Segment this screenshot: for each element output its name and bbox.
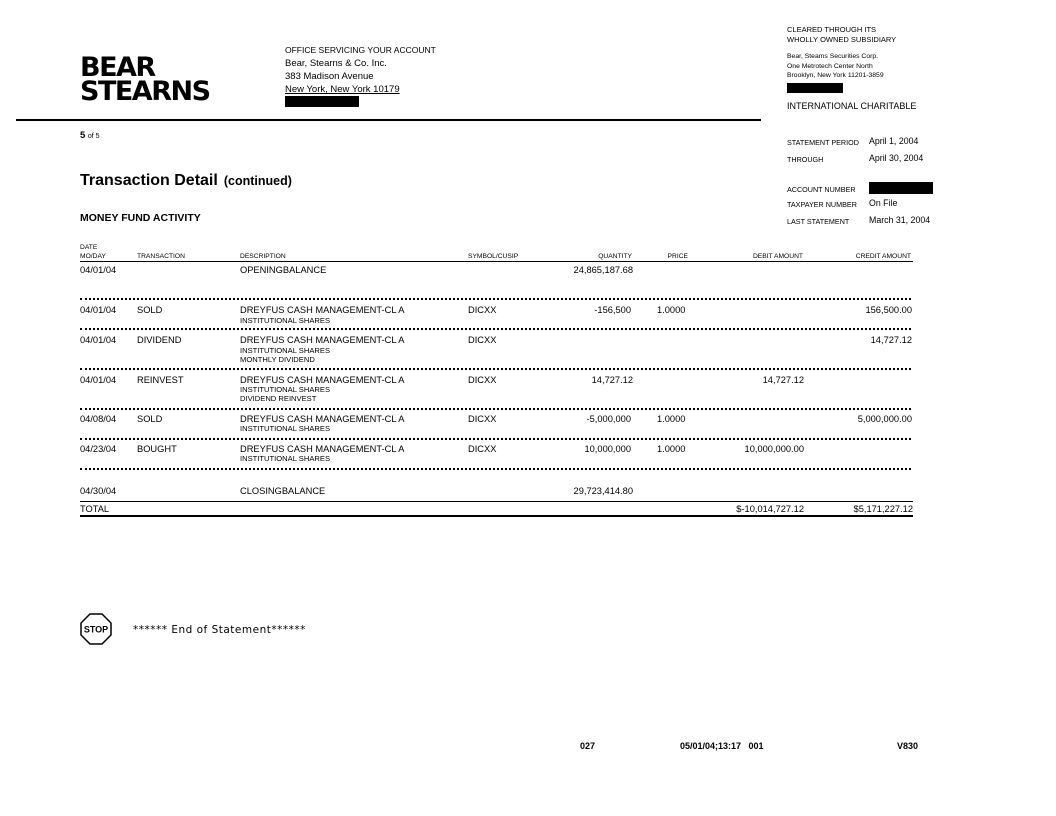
- row-credit: 156,500.00: [865, 305, 912, 315]
- office-label: OFFICE SERVICING YOUR ACCOUNT: [285, 45, 436, 55]
- bear-stearns-logo: [80, 52, 210, 107]
- row-date: 04/01/04: [80, 375, 117, 385]
- row-description: DREYFUS CASH MANAGEMENT-CL A: [240, 305, 405, 315]
- section-title: MONEY FUND ACTIVITY: [80, 212, 201, 224]
- row-date: 04/08/04: [80, 414, 117, 424]
- logo-line-2: STEARNS: [80, 76, 210, 107]
- account-number-redaction: [869, 182, 933, 194]
- row-symbol: DICXX: [468, 414, 497, 424]
- taxpayer-number-value: On File: [869, 198, 898, 208]
- end-of-statement: ****** End of Statement******: [133, 624, 306, 636]
- clearing-corp: Bear, Steams Securities Corp.: [787, 53, 879, 60]
- page-title: [80, 172, 292, 190]
- header-credit: CREDIT AMOUNT: [855, 252, 911, 260]
- row-description-line-2: INSTITUTIONAL SHARES: [240, 454, 331, 463]
- row-divider: [80, 438, 911, 440]
- row-quantity: 10,000,000: [584, 444, 631, 454]
- header-description: DESCRIPTION: [240, 252, 286, 260]
- row-quantity: -156,500: [594, 305, 631, 315]
- title-continued: (continued): [223, 174, 292, 188]
- last-statement-label: LAST STATEMENT: [787, 217, 850, 226]
- row-description: OPENINGBALANCE: [240, 265, 327, 275]
- row-transaction: SOLD: [137, 414, 163, 424]
- row-description-line-2: INSTITUTIONAL SHARES: [240, 346, 331, 355]
- stop-sign-text: STOP: [83, 624, 109, 635]
- row-date: 04/30/04: [80, 486, 117, 496]
- row-price: 1.0000: [657, 305, 686, 315]
- row-price: 1.0000: [657, 414, 686, 424]
- header-date-top: DATE: [80, 244, 98, 251]
- office-city: New York, New York 10179: [285, 84, 400, 95]
- clearing-line-2: WHOLLY OWNED SUBSIDIARY: [787, 35, 897, 44]
- stop-sign-icon: [80, 613, 112, 645]
- redaction-box: [787, 83, 843, 93]
- row-date: 04/01/04: [80, 335, 117, 345]
- account-number-label: ACCOUNT NUMBER: [787, 185, 856, 194]
- office-address-block: [285, 44, 436, 111]
- row-description: DREYFUS CASH MANAGEMENT-CL A: [240, 375, 405, 385]
- row-divider: [80, 408, 911, 410]
- row-symbol: DICXX: [468, 335, 497, 345]
- row-divider: [80, 298, 911, 300]
- page-current: 5: [80, 130, 86, 141]
- header-price: PRICE: [667, 252, 688, 260]
- row-transaction: BOUGHT: [137, 444, 177, 454]
- row-divider: [80, 468, 911, 470]
- through-value: April 30, 2004: [869, 153, 924, 163]
- header-symbol: SYMBOL/CUSIP: [468, 252, 519, 260]
- row-divider: [80, 368, 911, 370]
- row-transaction: SOLD: [137, 305, 163, 315]
- statement-period-label: STATEMENT PERIOD: [787, 138, 859, 147]
- row-quantity: 29,723,414.80: [573, 486, 633, 496]
- clearing-address-2: Brooklyn, New York 11201-3859: [787, 72, 884, 79]
- header-debit: DEBIT AMOUNT: [752, 252, 803, 260]
- clearing-address-1: One Metrotech Center North: [787, 62, 873, 70]
- row-debit: 10,000,000.00: [744, 444, 804, 454]
- row-description-line-2: INSTITUTIONAL SHARES: [240, 424, 331, 433]
- footer-stamp: 05/01/04;13:17 001: [680, 741, 764, 751]
- row-quantity: -5,000,000: [586, 414, 631, 424]
- page-number: [80, 130, 100, 141]
- header-quantity: QUANTITY: [598, 252, 632, 260]
- page-total: of 5: [87, 133, 100, 140]
- total-debit: $-10,014,727.12: [736, 504, 804, 514]
- row-description: DREYFUS CASH MANAGEMENT-CL A: [240, 414, 405, 424]
- taxpayer-number-label: TAXPAYER NUMBER: [787, 200, 857, 209]
- header-date: [80, 244, 106, 261]
- row-symbol: DICXX: [468, 305, 497, 315]
- row-description-line-3: DIVIDEND REINVEST: [240, 394, 317, 403]
- row-credit: 5,000,000.00: [857, 414, 912, 424]
- row-date: 04/23/04: [80, 444, 117, 454]
- total-top-rule: [80, 501, 913, 502]
- clearing-info: [787, 25, 987, 96]
- row-date: 04/01/04: [80, 305, 117, 315]
- header-transaction: TRANSACTION: [137, 252, 185, 260]
- office-name: Bear, Stearns & Co. Inc.: [285, 58, 387, 69]
- last-statement-value: March 31, 2004: [869, 215, 931, 225]
- header-date-label: MO/DAY: [80, 252, 106, 260]
- header-rule: [16, 119, 761, 121]
- title-text: Transaction Detail: [80, 172, 218, 189]
- header-underline: [80, 261, 913, 262]
- row-description-line-2: INSTITUTIONAL SHARES: [240, 316, 331, 325]
- row-symbol: DICXX: [468, 375, 497, 385]
- through-label: THROUGH: [787, 155, 824, 164]
- row-divider: [80, 328, 911, 330]
- row-date: 04/01/04: [80, 265, 117, 275]
- office-street: 383 Madison Avenue: [285, 71, 374, 82]
- row-description-line-2: INSTITUTIONAL SHARES: [240, 385, 331, 394]
- row-description: DREYFUS CASH MANAGEMENT-CL A: [240, 335, 405, 345]
- row-transaction: DIVIDEND: [137, 335, 182, 345]
- row-description: DREYFUS CASH MANAGEMENT-CL A: [240, 444, 405, 454]
- row-symbol: DICXX: [468, 444, 497, 454]
- row-description: CLOSINGBALANCE: [240, 486, 326, 496]
- total-bottom-rule: [80, 515, 913, 517]
- row-price: 1.0000: [657, 444, 686, 454]
- footer-version: V830: [897, 741, 919, 751]
- row-quantity: 24,865,187.68: [573, 265, 633, 275]
- total-credit: $5,171,227.12: [853, 504, 913, 514]
- footer-code: 027: [580, 741, 596, 751]
- row-debit: 14,727.12: [762, 375, 804, 385]
- redaction-box: [285, 96, 359, 107]
- statement-period-value: April 1, 2004: [869, 136, 919, 146]
- row-quantity: 14,727.12: [591, 375, 633, 385]
- row-description-line-3: MONTHLY DIVIDEND: [240, 355, 315, 364]
- account-name: INTERNATIONAL CHARITABLE: [787, 101, 917, 111]
- logo-line-1: BEAR: [80, 52, 155, 83]
- total-label: TOTAL: [80, 504, 110, 514]
- clearing-line-1: CLEARED THROUGH ITS: [787, 25, 877, 34]
- row-credit: 14,727.12: [870, 335, 912, 345]
- row-transaction: REINVEST: [137, 375, 184, 385]
